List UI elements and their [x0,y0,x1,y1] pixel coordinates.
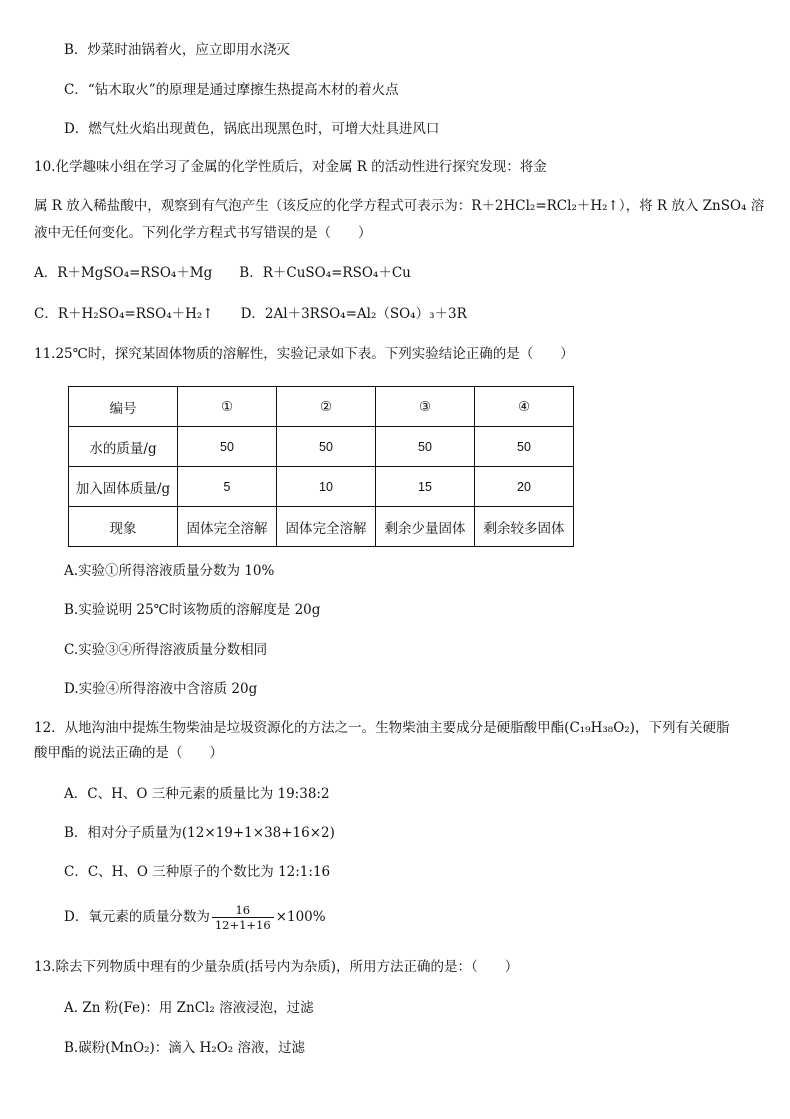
experiment-table [68,386,574,547]
option-b-text: B．炒菜时油锅着火，应立即用水浇灭 [64,42,290,58]
q13-option-b: B.碳粉(MnO₂)：滴入 H₂O₂ 溶液，过滤 [64,1040,305,1056]
q10-stem-line3: 液中无任何变化。下列化学方程式书写错误的是（ ） [34,225,372,241]
table-row [69,507,574,547]
table-row [69,467,574,507]
table-cell: 50 [178,427,277,467]
q10-options-ab: A．R＋MgSO₄=RSO₄＋Mg B．R＋CuSO₄=RSO₄＋Cu [34,265,411,281]
q12-option-d-prefix: D．氧元素的质量分数为 [64,909,210,925]
q11-option-a: A.实验①所得溶液质量分数为 10% [64,563,275,579]
table-cell: 50 [277,427,376,467]
q12-option-d-suffix: ×100% [275,909,326,925]
table-cell: ③ [376,387,475,427]
q12-stem-line2: 酸甲酯的说法正确的是（ ） [34,745,223,761]
q11-option-b: B.实验说明 25℃时该物质的溶解度是 20g [64,602,321,618]
table-cell: 现象 [69,507,178,547]
q13-option-a: A. Zn 粉(Fe)：用 ZnCl₂ 溶液浸泡，过滤 [64,1000,314,1016]
q11-stem: 11.25℃时，探究某固体物质的溶解性，实验记录如下表。下列实验结论正确的是（ ） [34,346,574,362]
table-cell: ① [178,387,277,427]
q10-options-cd: C．R＋H₂SO₄=RSO₄＋H₂↑ D．2Al＋3RSO₄=Al₂（SO₄）₃＋3R [34,306,467,322]
q12-option-a: A．C、H、O 三种元素的质量比为 19:38:2 [64,786,330,802]
q12-option-c: C．C、H、O 三种原子的个数比为 12:1:16 [64,864,331,880]
table-cell: 水的质量/g [69,427,178,467]
table-cell: 50 [475,427,574,467]
table-cell: ④ [475,387,574,427]
table-cell: 固体完全溶解 [277,507,376,547]
q13-stem: 13.除去下列物质中理有的少量杂质(括号内为杂质)，所用方法正确的是：（ ） [34,959,519,975]
q10-stem-line1: 10.化学趣味小组在学习了金属的化学性质后，对金属 R 的活动性进行探究发现：将金 [34,159,547,175]
q10-stem-line2: 属 R 放入稀盐酸中，观察到有气泡产生（该反应的化学方程式可表示为：R＋2HCl₂=RCl₂＋H₂↑），将 R 放入 ZnSO₄ 溶 [34,198,765,214]
option-c-text: C．“钻木取火”的原理是通过摩擦生热提高木材的着火点 [64,82,399,98]
q11-option-c: C.实验③④所得溶液质量分数相同 [64,642,268,658]
table-cell: 50 [376,427,475,467]
q12-option-d [64,900,326,934]
table-cell: 剩余少量固体 [376,507,475,547]
fraction [212,903,274,932]
table-cell: 20 [475,467,574,507]
table-cell: 15 [376,467,475,507]
table-cell: ② [277,387,376,427]
table-cell: 10 [277,467,376,507]
table-cell: 编号 [69,387,178,427]
q12-stem-line1: 12．从地沟油中提炼生物柴油是垃圾资源化的方法之一。生物柴油主要成分是硬脂酸甲酯(C₁₉H₃₈O₂)，下列有关硬脂 [34,720,730,736]
table-cell: 加入固体质量/g [69,467,178,507]
q11-option-d: D.实验④所得溶液中含溶质 20g [64,681,258,697]
fraction-numerator: 16 [212,903,274,918]
fraction-denominator: 12+1+16 [214,918,271,932]
table-row [69,387,574,427]
table-cell: 固体完全溶解 [178,507,277,547]
q12-option-b: B．相对分子质量为(12×19+1×38+16×2) [64,825,335,841]
option-d-text: D．燃气灶火焰出现黄色，锅底出现黑色时，可增大灶具进风口 [64,121,440,137]
table-cell: 剩余较多固体 [475,507,574,547]
table-cell: 5 [178,467,277,507]
table-row [69,427,574,467]
